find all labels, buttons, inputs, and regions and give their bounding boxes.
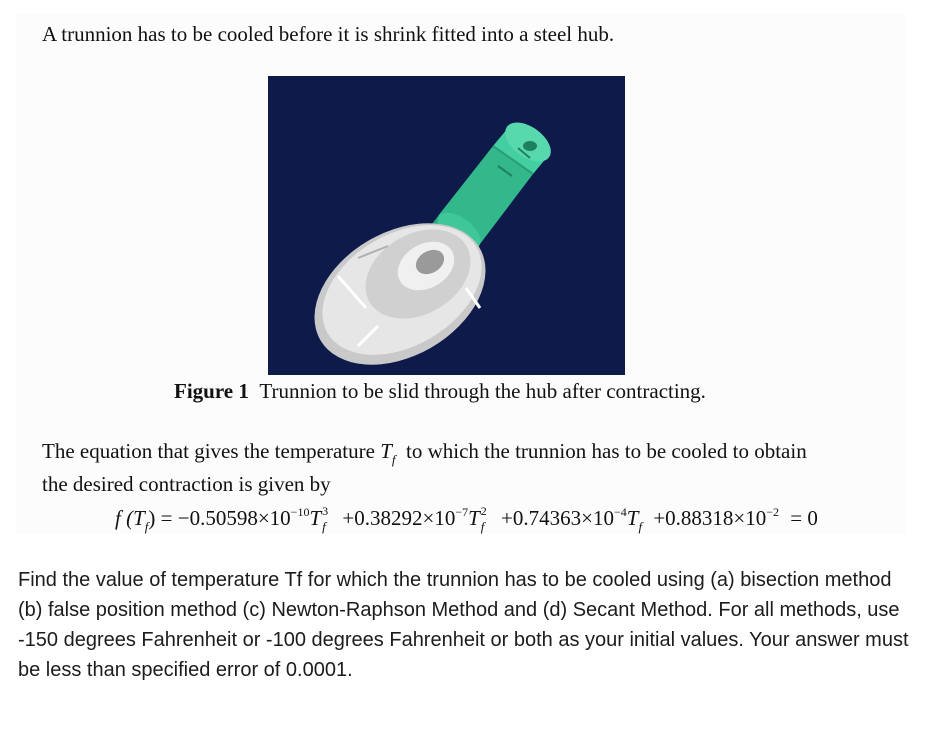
equation-rhs: = 0 bbox=[790, 506, 818, 530]
equation-intro-text-b: to which the trunnion has to be cooled to obtain bbox=[406, 439, 807, 463]
equation-term-1 bbox=[177, 504, 331, 535]
term-2-subscript: f bbox=[480, 519, 485, 535]
equation-term-4 bbox=[653, 506, 779, 530]
equation-lhs-subscript: f bbox=[144, 519, 149, 534]
equation-lhs-close: ) = bbox=[148, 506, 178, 530]
term-1-coef: −0.50598×10 bbox=[177, 506, 291, 530]
term-3-coef: +0.74363×10 bbox=[501, 506, 614, 530]
trunnion-figure bbox=[268, 76, 625, 375]
intro-text: A trunnion has to be cooled before it is shrink fitted into a steel hub. bbox=[42, 22, 615, 46]
temperature-variable: T bbox=[380, 439, 392, 463]
equation-lhs: f (T bbox=[115, 506, 145, 530]
term-3-variable: T bbox=[626, 506, 639, 530]
term-3-exponent: −4 bbox=[613, 505, 627, 519]
equation-intro-text-a: The equation that gives the temperature bbox=[42, 439, 375, 463]
term-2-power: 2 bbox=[480, 504, 487, 519]
term-2-variable: T bbox=[468, 506, 480, 530]
term-3-subscript: f bbox=[638, 519, 643, 534]
temperature-subscript: f bbox=[391, 452, 396, 467]
temperature-equation bbox=[115, 504, 818, 535]
figure-caption-text: Trunnion to be slid through the hub after contracting. bbox=[259, 379, 706, 403]
figure-label: Figure 1 bbox=[174, 379, 249, 403]
term-1-subscript: f bbox=[322, 519, 326, 535]
equation-intro bbox=[42, 436, 882, 500]
term-1-power: 3 bbox=[322, 504, 329, 519]
task-paragraph: Find the value of temperature Tf for which the trunnion has to be cooled using (a) bisection method (b) false position method (c) Newton-Raphson Method and (d) Secant Method. For all methods, use -150 degrees Fahrenheit or -100 degrees Fahrenheit or both as your initial values. Your answer must be less than specified error of 0.0001. bbox=[18, 569, 909, 681]
figure-caption bbox=[174, 379, 706, 404]
trunnion-hub-illustration bbox=[268, 76, 625, 375]
equation-intro-line-2: the desired contraction is given by bbox=[42, 472, 331, 496]
equation-intro-line-1 bbox=[42, 436, 882, 469]
equation-term-3 bbox=[501, 505, 643, 534]
term-1-exponent: −10 bbox=[290, 505, 310, 519]
term-4-exponent: −2 bbox=[766, 505, 780, 519]
term-2-exponent: −7 bbox=[455, 505, 469, 519]
term-1-variable: T bbox=[309, 506, 322, 530]
equation-term-2 bbox=[342, 504, 489, 535]
term-2-coef: +0.38292×10 bbox=[342, 506, 456, 530]
term-4-coef: +0.88318×10 bbox=[653, 506, 767, 530]
